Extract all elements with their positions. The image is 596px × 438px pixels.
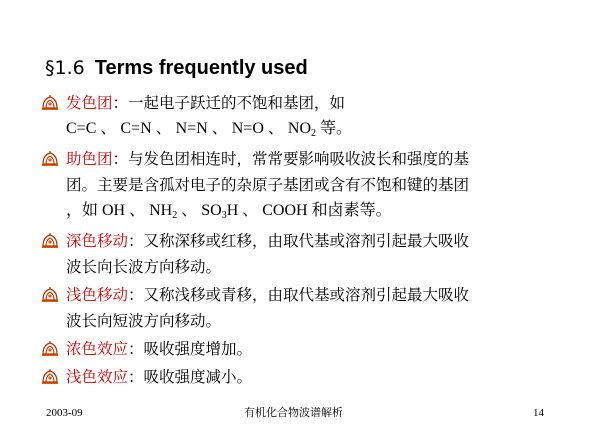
term-definition: 吸收强度增加。 — [143, 340, 253, 358]
term-content: 浅色移动：又称浅移或青移，由取代基或溶剂引起最大吸收 波长向短波方向移动。 — [66, 282, 469, 334]
footer-course: 有机化合物波谱解析 — [244, 406, 343, 419]
term-label: 浅色效应 — [66, 368, 129, 386]
term-definition: 与发色团相连时，常常要影响吸收波长和强度的基 — [128, 150, 470, 168]
ornament-flower-icon — [40, 231, 60, 251]
slide-title — [45, 55, 308, 81]
formula-line: C=C 、 C=N 、 N=N 、 N=O 、 $NO_2$ 等。 — [66, 120, 353, 139]
section-number: §1.6 — [45, 57, 85, 79]
term-content: 浅色效应：吸收强度减小。 — [66, 368, 253, 386]
formula-line: ，如 OH 、 $NH_2$ 、 $SO_3H$ 、 COOH 和卤素等。 — [66, 202, 392, 221]
term-label: 助色团 — [66, 150, 113, 168]
term-label: 深色移动 — [66, 232, 129, 250]
term-definition-line2: 波长向长波方向移动。 — [66, 258, 222, 276]
term-content: 发色团：一起电子跃迁的不饱和基团，如 C=C 、 C=N 、 N=N 、 N=O 、 $NO_2$ 等。 — [66, 90, 352, 142]
term-definition-line2: 波长向短波方向移动。 — [66, 312, 222, 330]
term-definition: 吸收强度减小。 — [143, 368, 253, 386]
term-definition: 又称浅移或青移，由取代基或溶剂引起最大吸收 — [143, 286, 470, 304]
title-english: Terms frequently used — [94, 57, 308, 79]
term-content: 助色团：与发色团相连时，常常要影响吸收波长和强度的基 团。主要是含孤对电子的杂原子基团或含有不饱和键的基团 ，如 OH 、 $NH_2$ 、 $SO_3H$ 、 COOH 和卤素等。 — [66, 146, 469, 224]
term-definition: 又称深移或红移，由取代基或溶剂引起最大吸收 — [143, 232, 470, 250]
ornament-flower-icon — [40, 367, 60, 387]
term-definition: 一起电子跃迁的不饱和基团，如 — [128, 94, 346, 112]
footer-page-number: 14 — [533, 407, 544, 419]
term-content: 深色移动：又称深移或红移，由取代基或溶剂引起最大吸收 波长向长波方向移动。 — [66, 228, 469, 280]
term-content: 浓色效应：吸收强度增加。 — [66, 340, 253, 358]
term-definition-line2: 团。主要是含孤对电子的杂原子基团或含有不饱和键的基团 — [66, 176, 470, 194]
ornament-flower-icon — [40, 339, 60, 359]
term-label: 浅色移动 — [66, 286, 129, 304]
ornament-flower-icon — [40, 93, 60, 113]
ornament-flower-icon — [40, 149, 60, 169]
term-label: 浓色效应 — [66, 340, 129, 358]
ornament-flower-icon — [40, 285, 60, 305]
term-label: 发色团 — [66, 94, 113, 112]
footer-date: 2003-09 — [46, 407, 83, 419]
